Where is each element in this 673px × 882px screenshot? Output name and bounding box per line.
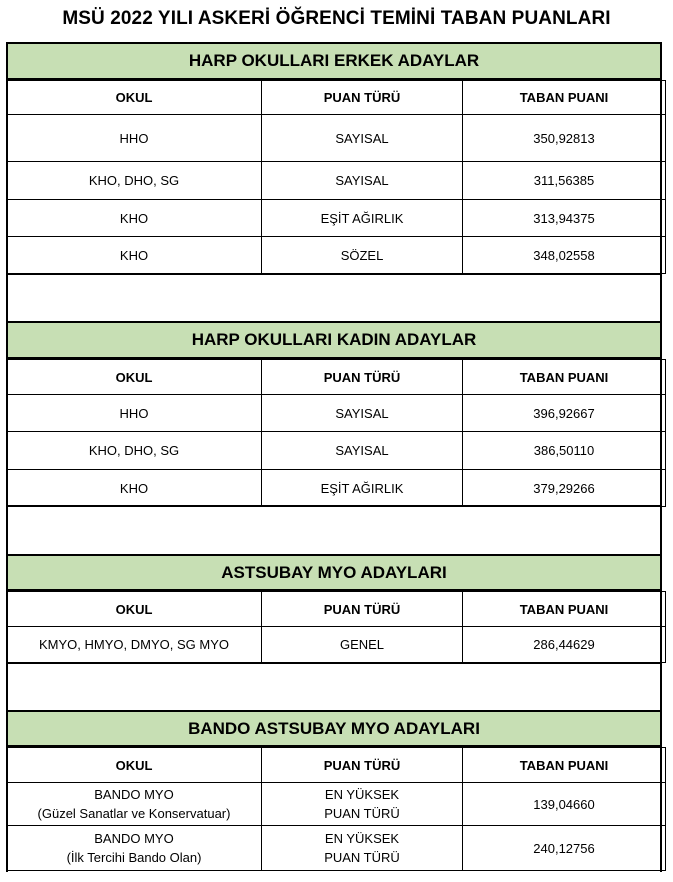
section-heading-bando: BANDO ASTSUBAY MYO ADAYLARI	[6, 710, 662, 747]
cell-puan-turu: SAYISAL	[262, 115, 463, 162]
col-header-okul: OKUL	[7, 81, 262, 115]
cell-okul: KHO	[7, 237, 262, 274]
col-header-okul: OKUL	[7, 592, 262, 627]
section-heading-kadin: HARP OKULLARI KADIN ADAYLAR	[6, 321, 662, 359]
header-row	[7, 360, 666, 395]
cell-okul-line1: BANDO MYO	[94, 787, 174, 802]
section-table-astsubay	[6, 591, 662, 663]
col-header-puan-turu: PUAN TÜRÜ	[262, 360, 463, 395]
cell-taban: 313,94375	[463, 200, 666, 237]
cell-taban: 350,92813	[463, 115, 666, 162]
col-header-puan-turu: PUAN TÜRÜ	[262, 81, 463, 115]
table-row	[7, 115, 666, 162]
separator-line	[6, 662, 662, 664]
cell-okul	[7, 783, 262, 826]
cell-okul-line2: (Güzel Sanatlar ve Konservatuar)	[37, 806, 231, 821]
page-title: MSÜ 2022 YILI ASKERİ ÖĞRENCİ TEMİNİ TABAN PUANLARI	[62, 8, 611, 29]
cell-okul: HHO	[7, 115, 262, 162]
table-row	[7, 395, 666, 432]
cell-puan-turu: SAYISAL	[262, 432, 463, 470]
table-row	[7, 826, 666, 871]
col-header-puan-turu: PUAN TÜRÜ	[262, 748, 463, 783]
cell-taban: 379,29266	[463, 470, 666, 507]
cell-okul	[7, 826, 262, 871]
cell-okul: KHO	[7, 470, 262, 507]
cell-okul-line1: BANDO MYO	[94, 831, 174, 846]
cell-puan-turu: SAYISAL	[262, 162, 463, 200]
table-row	[7, 200, 666, 237]
cell-okul: KHO, DHO, SG	[7, 162, 262, 200]
cell-puan-turu	[262, 826, 463, 871]
cell-taban: 348,02558	[463, 237, 666, 274]
cell-okul: KHO	[7, 200, 262, 237]
section-heading-erkek: HARP OKULLARI ERKEK ADAYLAR	[6, 42, 662, 80]
col-header-taban-puani: TABAN PUANI	[463, 592, 666, 627]
table-row	[7, 627, 666, 663]
table-row	[7, 470, 666, 507]
cell-puan-turu-line1: EN YÜKSEK	[324, 787, 400, 802]
cell-puan-turu-line2: PUAN TÜRÜ	[324, 850, 400, 865]
table-row	[7, 237, 666, 274]
cell-okul: HHO	[7, 395, 262, 432]
cell-taban: 311,56385	[463, 162, 666, 200]
cell-okul-line2: (İlk Tercihi Bando Olan)	[66, 850, 202, 865]
cell-taban: 386,50110	[463, 432, 666, 470]
header-row	[7, 81, 666, 115]
cell-puan-turu: EŞİT AĞIRLIK	[262, 470, 463, 507]
col-header-taban-puani: TABAN PUANI	[463, 81, 666, 115]
section-table-kadin	[6, 359, 662, 507]
section-heading-astsubay: ASTSUBAY MYO ADAYLARI	[6, 554, 662, 591]
cell-puan-turu: GENEL	[262, 627, 463, 663]
header-row	[7, 592, 666, 627]
cell-taban: 240,12756	[463, 826, 666, 871]
cell-puan-turu-line2: PUAN TÜRÜ	[324, 806, 400, 821]
col-header-taban-puani: TABAN PUANI	[463, 748, 666, 783]
table-row	[7, 162, 666, 200]
cell-taban: 139,04660	[463, 783, 666, 826]
section-table-bando	[6, 747, 662, 871]
cell-puan-turu: SÖZEL	[262, 237, 463, 274]
cell-taban: 286,44629	[463, 627, 666, 663]
cell-okul: KMYO, HMYO, DMYO, SG MYO	[7, 627, 262, 663]
separator-line	[6, 505, 662, 507]
col-header-okul: OKUL	[7, 360, 262, 395]
cell-puan-turu: EŞİT AĞIRLIK	[262, 200, 463, 237]
section-table-erkek	[6, 80, 662, 274]
table-row	[7, 783, 666, 826]
col-header-puan-turu: PUAN TÜRÜ	[262, 592, 463, 627]
header-row	[7, 748, 666, 783]
cell-okul: KHO, DHO, SG	[7, 432, 262, 470]
table-row	[7, 432, 666, 470]
cell-puan-turu-line1: EN YÜKSEK	[324, 831, 400, 846]
separator-line	[6, 273, 662, 275]
col-header-taban-puani: TABAN PUANI	[463, 360, 666, 395]
cell-taban: 396,92667	[463, 395, 666, 432]
cell-puan-turu: SAYISAL	[262, 395, 463, 432]
cell-puan-turu	[262, 783, 463, 826]
col-header-okul: OKUL	[7, 748, 262, 783]
